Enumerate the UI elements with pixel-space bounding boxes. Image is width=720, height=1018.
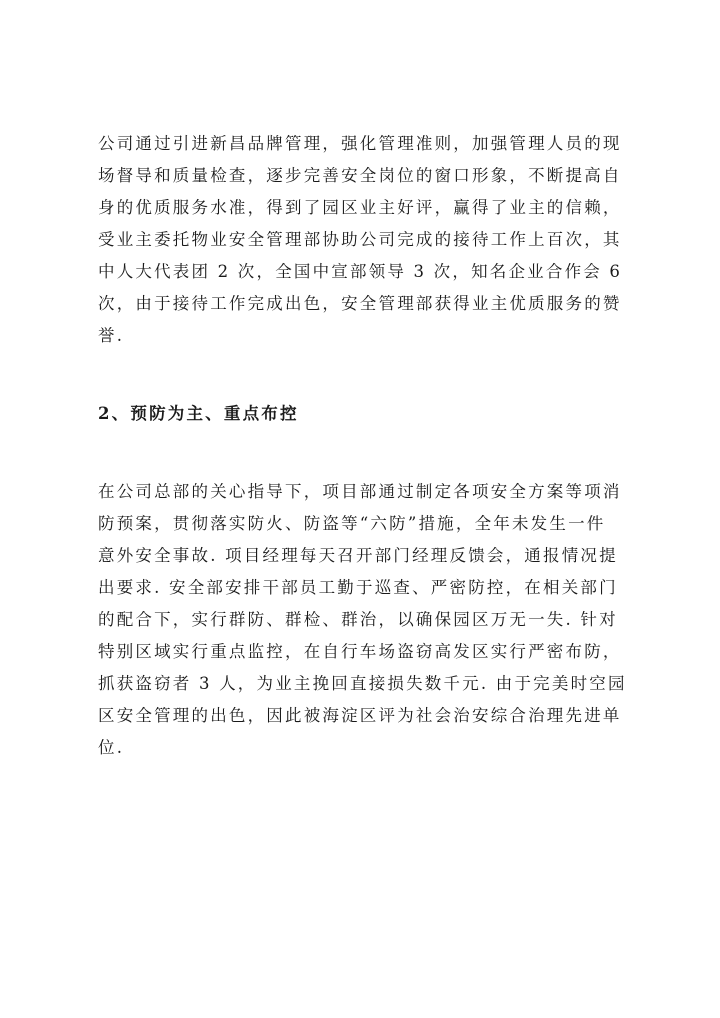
section-heading: 2、预防为主、重点布控 [98, 404, 299, 423]
paragraph-line: 特别区域实行重点监控，在自行车场盗窃高发区实行严密布防， [98, 642, 622, 661]
paragraph-line: 场督导和质量检查，逐步完善安全岗位的窗口形象，不断提高自 [98, 166, 622, 185]
paragraph-line: 的配合下，实行群防、群检、群治，以确保园区万无一失. 针对 [98, 610, 618, 629]
paragraph-line: 中人大代表团 2 次，全国中宣部领导 3 次，知名企业合作会 6 [98, 262, 623, 281]
paragraph-line: 防预案，贯彻落实防火、防盗等“六防”措施，全年未发生一件 [98, 514, 606, 533]
paragraph-line: 公司通过引进新昌品牌管理，强化管理准则，加强管理人员的现 [98, 134, 622, 153]
paragraph-line: 受业主委托物业安全管理部协助公司完成的接待工作上百次，其 [98, 230, 622, 249]
paragraph-line: 出要求. 安全部安排干部员工勤于巡查、严密防控，在相关部门 [98, 578, 618, 597]
paragraph-2 [98, 476, 643, 764]
paragraph-line: 意外安全事故. 项目经理每天召开部门经理反馈会，通报情况提 [98, 546, 618, 565]
paragraph-line: 位. [98, 738, 125, 757]
paragraph-line: 抓获盗窃者 3 人，为业主挽回直接损失数千元. 由于完美时空园 [98, 674, 627, 693]
document-page [98, 128, 643, 764]
paragraph-line: 在公司总部的关心指导下，项目部通过制定各项安全方案等项消 [98, 482, 622, 501]
paragraph-line: 次，由于接待工作完成出色，安全管理部获得业主优质服务的赞 [98, 294, 622, 313]
paragraph-line: 区安全管理的出色，因此被海淀区评为社会治安综合治理先进单 [98, 706, 622, 725]
paragraph-line: 誉. [98, 326, 125, 345]
paragraph-1 [98, 128, 643, 352]
paragraph-line: 身的优质服务水准，得到了园区业主好评，赢得了业主的信赖， [98, 198, 622, 217]
